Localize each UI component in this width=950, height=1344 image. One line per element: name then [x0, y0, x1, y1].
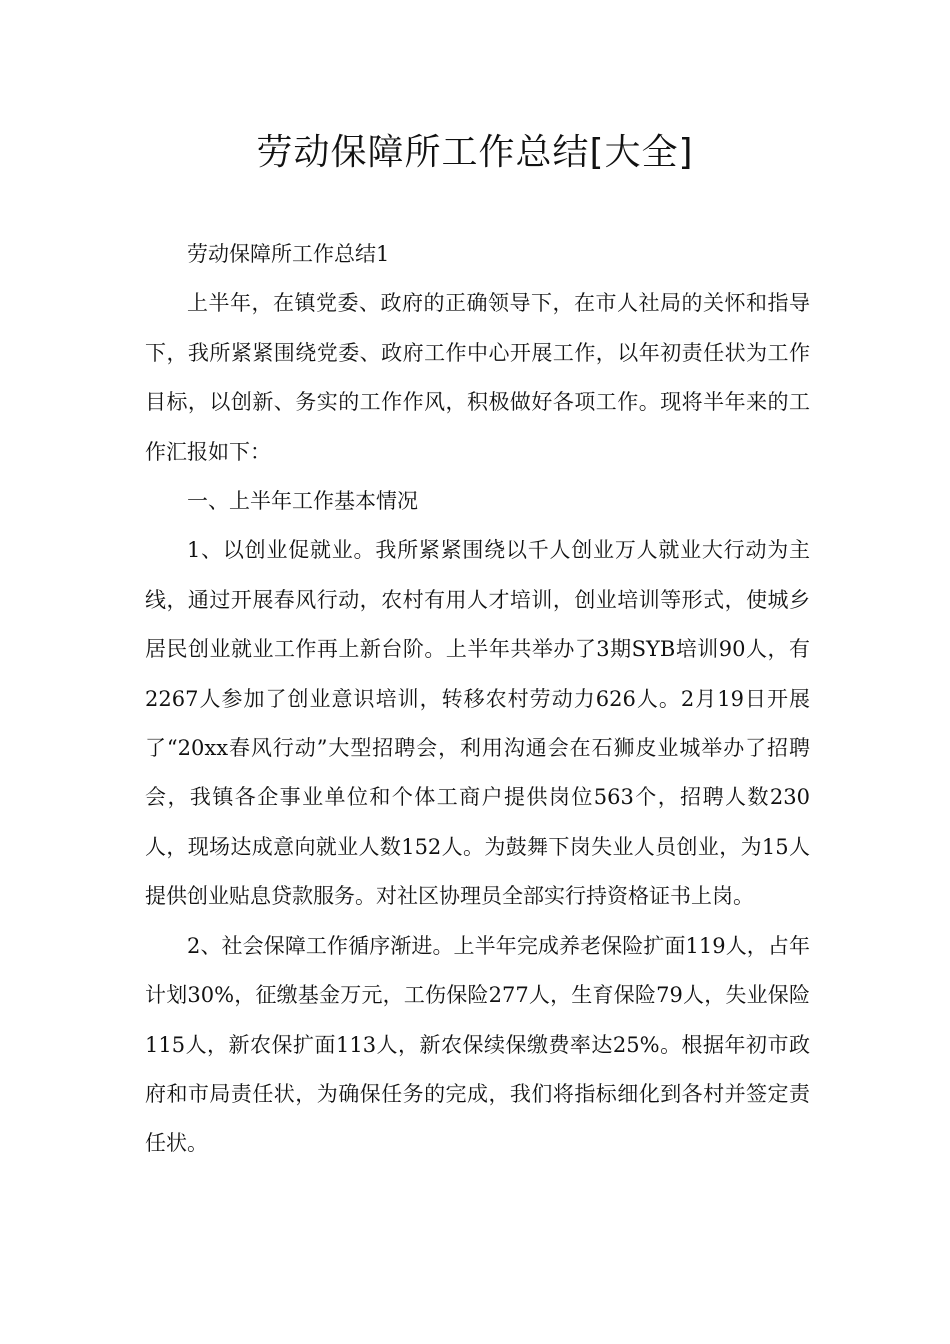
- employment-paragraph: 1、以创业促就业。我所紧紧围绕以千人创业万人就业大行动为主线，通过开展春风行动，农村有用人才培训，创业培训等形式，使城乡居民创业就业工作再上新台阶。上半年共举办了3期SYB培训90人，有2267人参加了创业意识培训，转移农村劳动力626人。2月19日开展了“20xx春风行动”大型招聘会，利用沟通会在石狮皮业城举办了招聘会，我镇各企事业单位和个体工商户提供岗位563个，招聘人数230人，现场达成意向就业人数152人。为鼓舞下岗失业人员创业，为15人提供创业贴息贷款服务。对社区协理员全部实行持资格证书上岗。: [145, 538, 810, 909]
- document-title: 劳动保障所工作总结[大全]: [256, 132, 694, 173]
- subsection-heading: 一、上半年工作基本情况: [187, 489, 418, 514]
- social-security-paragraph: 2、社会保障工作循序渐进。上半年完成养老保险扩面119人，占年计划30%，征缴基金万元，工伤保险277人，生育保险79人，失业保险115人，新农保扩面113人，新农保续保缴费率达25%。根据年初市政府和市局责任状，为确保任务的完成，我们将指标细化到各村并签定责任状。: [145, 933, 810, 1156]
- section-heading: 劳动保障所工作总结1: [187, 242, 390, 266]
- document-body: [145, 230, 810, 1169]
- intro-paragraph: 上半年，在镇党委、政府的正确领导下，在市人社局的关怀和指导下，我所紧紧围绕党委、政府工作中心开展工作，以年初责任状为工作目标，以创新、务实的工作作风，积极做好各项工作。现将半年来的工作汇报如下：: [145, 291, 810, 464]
